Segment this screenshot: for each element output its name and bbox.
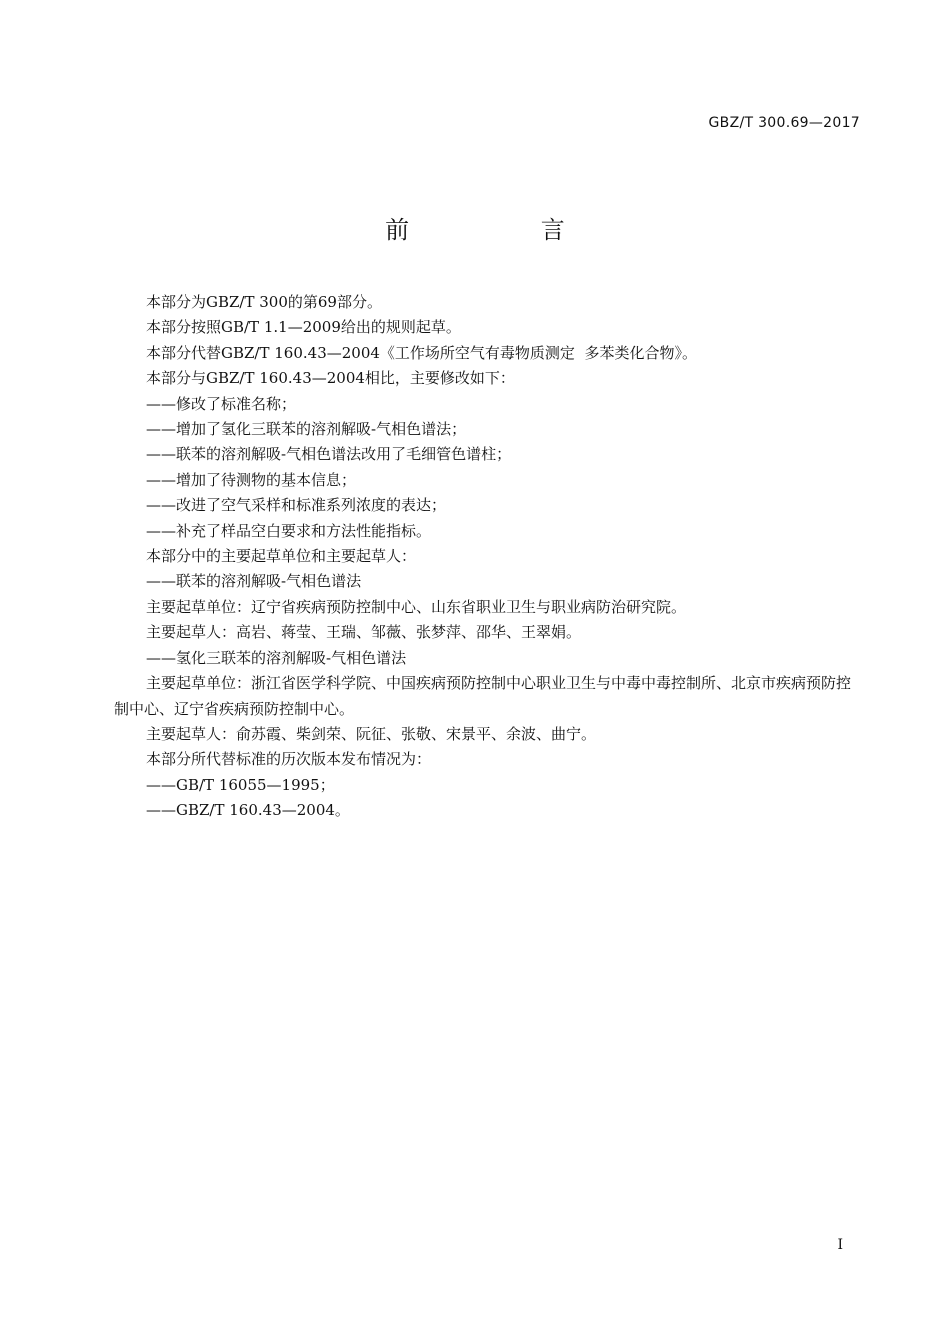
list-item: ——增加了待测物的基本信息； [146,470,357,489]
page-title: 前 言 [385,216,627,244]
list-item: ——改进了空气采样和标准系列浓度的表达； [146,496,447,515]
paragraph: 本部分中的主要起草单位和主要起草人： [146,547,417,566]
list-item: ——修改了标准名称； [146,394,297,413]
list-item: ——增加了氢化三联苯的溶剂解吸-气相色谱法； [146,420,467,439]
paragraph: 主要起草单位：辽宁省疾病预防控制中心、山东省职业卫生与职业病防治研究院。 [146,597,687,616]
paragraph: 本部分所代替标准的历次版本发布情况为： [146,750,432,769]
paragraph: 本部分与GBZ/T 160.43—2004相比，主要修改如下： [146,369,515,388]
list-item: ——联苯的溶剂解吸-气相色谱法改用了毛细管色谱柱； [146,445,512,464]
page-number: I [837,1237,843,1253]
list-item: ——联苯的溶剂解吸-气相色谱法 [146,572,362,591]
paragraph: 主要起草单位：浙江省医学科学院、中国疾病预防控制中心职业卫生与中毒中毒控制所、北京市疾病预防控制中心、辽宁省疾病预防控制中心。 [114,674,852,718]
paragraph: 主要起草人：高岩、蒋莹、王瑞、邹薇、张梦萍、邵华、王翠娟。 [146,623,582,642]
standard-code: GBZ/T 300.69—2017 [708,115,860,131]
paragraph: 主要起草人：俞苏霞、柴剑荣、阮征、张敬、宋景平、余波、曲宁。 [146,724,597,743]
foreword-body [114,290,864,824]
list-item: ——氢化三联苯的溶剂解吸-气相色谱法 [146,648,407,667]
paragraph: 本部分为GBZ/T 300的第69部分。 [146,293,382,311]
list-item: ——GB/T 16055—1995； [146,775,335,794]
list-item: ——GBZ/T 160.43—2004。 [146,801,350,820]
paragraph: 本部分代替GBZ/T 160.43—2004《工作场所空气有毒物质测定 多苯类化合物》。 [146,343,697,362]
list-item: ——补充了样品空白要求和方法性能指标。 [146,521,432,540]
paragraph: 本部分按照GB/T 1.1—2009给出的规则起草。 [146,318,461,337]
